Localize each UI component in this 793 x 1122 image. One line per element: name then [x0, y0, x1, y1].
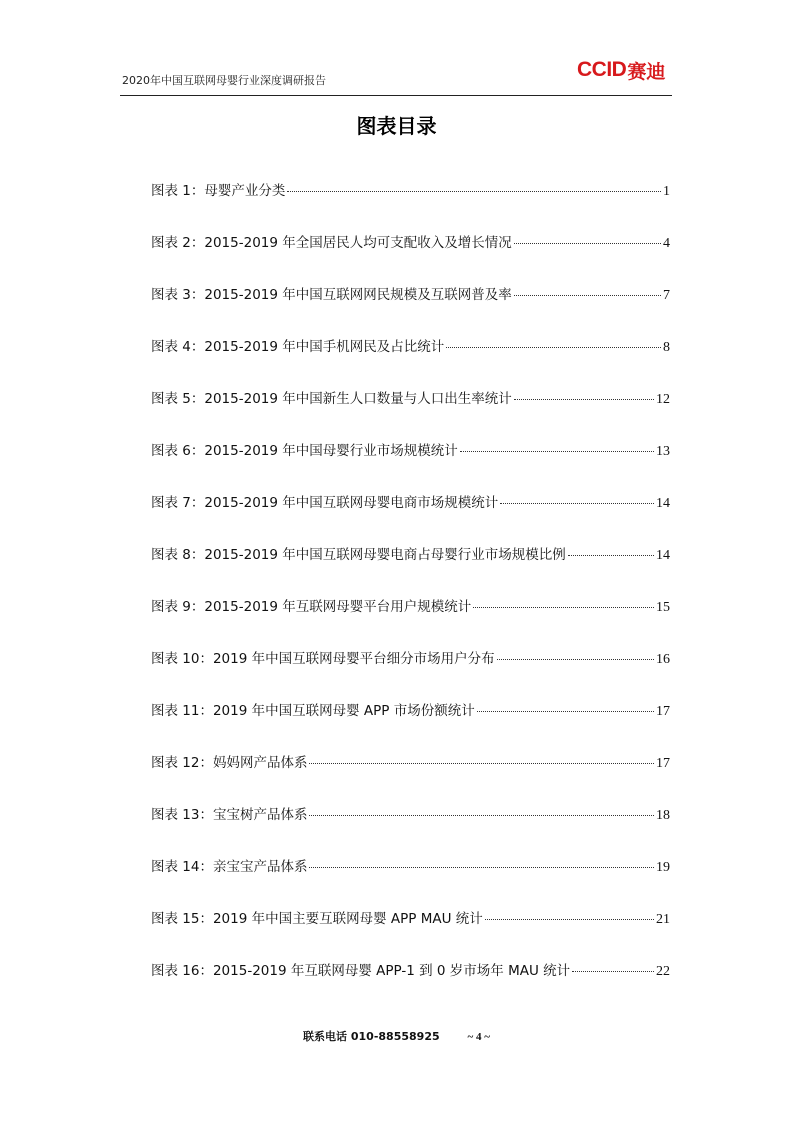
- toc-entry-label: 图表 10：2019 年中国互联网母婴平台细分市场用户分布: [151, 651, 495, 667]
- toc-dot-leader: [309, 763, 654, 764]
- toc-entry-label: 图表 15：2019 年中国主要互联网母婴 APP MAU 统计: [151, 911, 483, 927]
- toc-entry-label: 图表 11：2019 年中国互联网母婴 APP 市场份额统计: [151, 703, 475, 719]
- page-footer: [0, 1028, 793, 1044]
- toc-dot-leader: [473, 607, 654, 608]
- toc-entry-label: 图表 12：妈妈网产品体系: [151, 755, 308, 771]
- toc-entry-label: 图表 4：2015-2019 年中国手机网民及占比统计: [151, 339, 445, 355]
- toc-dot-leader: [460, 451, 654, 452]
- toc-entry[interactable]: [151, 647, 670, 699]
- toc-entry-page: 14: [656, 548, 670, 563]
- toc-dot-leader: [568, 555, 654, 556]
- toc-entry-page: 14: [656, 496, 670, 511]
- page-title: 图表目录: [356, 114, 437, 138]
- toc-entry-page: 15: [656, 600, 670, 615]
- toc-dot-leader: [287, 191, 661, 192]
- toc-entry-page: 16: [656, 652, 670, 667]
- toc-entry[interactable]: [151, 803, 670, 855]
- document-header-title: 2020年中国互联网母婴行业深度调研报告: [122, 74, 326, 87]
- footer-contact: 联系电话 010-88558925: [303, 1030, 440, 1043]
- toc-dot-leader: [446, 347, 661, 348]
- header-divider: [120, 95, 672, 96]
- toc-entry-page: 8: [663, 340, 670, 355]
- toc-entry[interactable]: [151, 959, 670, 1011]
- toc-dot-leader: [485, 919, 654, 920]
- toc-dot-leader: [500, 503, 654, 504]
- toc-entry[interactable]: [151, 439, 670, 491]
- footer-page-number: ~ 4 ~: [467, 1031, 490, 1043]
- toc-entry-page: 12: [656, 392, 670, 407]
- toc-entry-label: 图表 1：母婴产业分类: [151, 183, 286, 199]
- toc-entry[interactable]: [151, 387, 670, 439]
- table-of-figures: [151, 179, 670, 1011]
- toc-entry-label: 图表 3：2015-2019 年中国互联网网民规模及互联网普及率: [151, 287, 512, 303]
- toc-dot-leader: [514, 295, 661, 296]
- toc-dot-leader: [514, 399, 654, 400]
- toc-entry-label: 图表 14：亲宝宝产品体系: [151, 859, 308, 875]
- toc-entry-page: 21: [656, 912, 670, 927]
- toc-entry-label: 图表 8：2015-2019 年中国互联网母婴电商占母婴行业市场规模比例: [151, 547, 566, 563]
- ccid-logo: [577, 58, 665, 82]
- toc-entry[interactable]: [151, 335, 670, 387]
- toc-entry-label: 图表 13：宝宝树产品体系: [151, 807, 308, 823]
- toc-dot-leader: [309, 815, 654, 816]
- toc-entry-page: 22: [656, 964, 670, 979]
- toc-entry[interactable]: [151, 595, 670, 647]
- toc-entry-label: 图表 2：2015-2019 年全国居民人均可支配收入及增长情况: [151, 235, 512, 251]
- toc-entry[interactable]: [151, 751, 670, 803]
- toc-entry-page: 19: [656, 860, 670, 875]
- toc-entry[interactable]: [151, 179, 670, 231]
- toc-entry[interactable]: [151, 699, 670, 751]
- toc-entry-page: 17: [656, 704, 670, 719]
- toc-entry[interactable]: [151, 491, 670, 543]
- toc-entry-label: 图表 16：2015-2019 年互联网母婴 APP-1 到 0 岁市场年 MAU 统计: [151, 963, 571, 979]
- toc-entry-page: 7: [663, 288, 670, 303]
- toc-entry[interactable]: [151, 543, 670, 595]
- toc-entry-label: 图表 5：2015-2019 年中国新生人口数量与人口出生率统计: [151, 391, 512, 407]
- toc-entry-label: 图表 7：2015-2019 年中国互联网母婴电商市场规模统计: [151, 495, 499, 511]
- toc-dot-leader: [477, 711, 654, 712]
- logo-latin-text: CCID: [577, 58, 627, 81]
- toc-dot-leader: [572, 971, 654, 972]
- toc-entry[interactable]: [151, 283, 670, 335]
- toc-entry[interactable]: [151, 855, 670, 907]
- toc-dot-leader: [514, 243, 661, 244]
- toc-entry-page: 18: [656, 808, 670, 823]
- toc-entry[interactable]: [151, 907, 670, 959]
- toc-entry[interactable]: [151, 231, 670, 283]
- toc-dot-leader: [497, 659, 654, 660]
- toc-entry-page: 17: [656, 756, 670, 771]
- toc-entry-page: 1: [663, 184, 670, 199]
- toc-entry-label: 图表 6：2015-2019 年中国母婴行业市场规模统计: [151, 443, 458, 459]
- logo-chinese-text: 赛迪: [627, 60, 666, 83]
- toc-entry-page: 13: [656, 444, 670, 459]
- toc-entry-label: 图表 9：2015-2019 年互联网母婴平台用户规模统计: [151, 599, 472, 615]
- toc-entry-page: 4: [663, 236, 670, 251]
- toc-dot-leader: [309, 867, 654, 868]
